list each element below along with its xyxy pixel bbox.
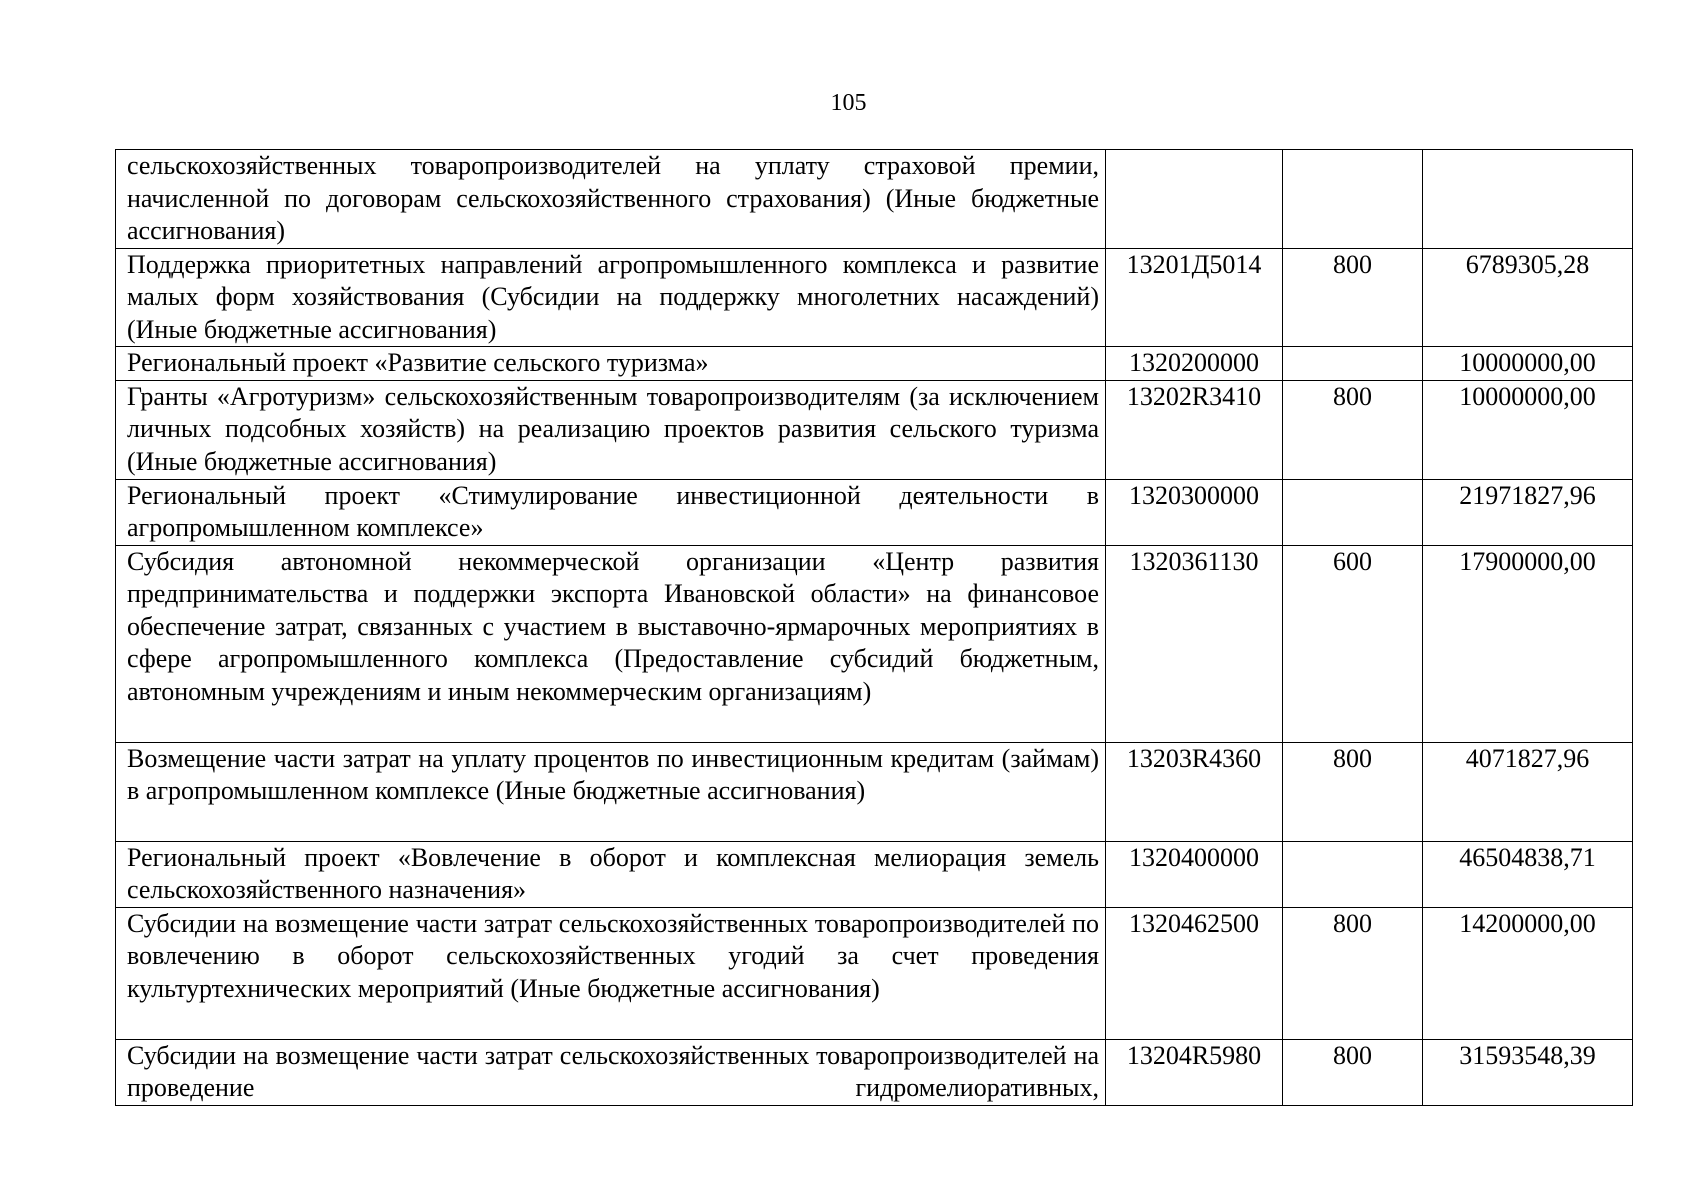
page-number: 105	[830, 90, 867, 116]
row-code: 1320200000	[1106, 347, 1283, 381]
row-expense-type: 800	[1283, 907, 1423, 1039]
table-row	[116, 907, 1633, 1039]
table-row	[116, 248, 1633, 347]
row-sum	[1423, 150, 1633, 249]
row-sum: 17900000,00	[1423, 545, 1633, 742]
row-name: Региональный проект «Вовлечение в оборот и комплексная мелиорация земель сельскохозяйственного назначения»	[116, 841, 1106, 907]
row-code	[1106, 150, 1283, 249]
row-name: Субсидии на возмещение части затрат сельскохозяйственных товаропроизводителей на проведение гидромелиоративных,	[116, 1039, 1106, 1105]
row-code: 1320400000	[1106, 841, 1283, 907]
row-expense-type: 800	[1283, 248, 1423, 347]
row-code: 13204R5980	[1106, 1039, 1283, 1105]
row-code: 13203R4360	[1106, 742, 1283, 841]
row-sum: 4071827,96	[1423, 742, 1633, 841]
budget-table	[115, 149, 1633, 1106]
row-code: 13202R3410	[1106, 380, 1283, 479]
row-sum: 31593548,39	[1423, 1039, 1633, 1105]
row-name: сельскохозяйственных товаропроизводителей на уплату страховой премии, начисленной по договорам сельскохозяйственного страхования) (Иные бюджетные ассигнования)	[116, 150, 1106, 249]
row-name: Субсидии на возмещение части затрат сельскохозяйственных товаропроизводителей по вовлечению в оборот сельскохозяйственных угодий за счет проведения культуртехнических мероприятий (Иные бюджетные ассигнования)	[116, 907, 1106, 1039]
row-code: 13201Д5014	[1106, 248, 1283, 347]
row-name: Поддержка приоритетных направлений агропромышленного комплекса и развитие малых форм хозяйствования (Субсидии на поддержку многолетних насаждений) (Иные бюджетные ассигнования)	[116, 248, 1106, 347]
row-sum: 46504838,71	[1423, 841, 1633, 907]
row-expense-type	[1283, 150, 1423, 249]
row-sum: 6789305,28	[1423, 248, 1633, 347]
row-code: 1320462500	[1106, 907, 1283, 1039]
row-name: Возмещение части затрат на уплату процентов по инвестиционным кредитам (займам) в агропромышленном комплексе (Иные бюджетные ассигнования)	[116, 742, 1106, 841]
row-sum: 21971827,96	[1423, 479, 1633, 545]
table-row	[116, 479, 1633, 545]
row-name: Гранты «Агротуризм» сельскохозяйственным товаропроизводителям (за исключением личных подсобных хозяйств) на реализацию проектов развития сельского туризма (Иные бюджетные ассигнования)	[116, 380, 1106, 479]
row-expense-type	[1283, 479, 1423, 545]
row-name: Субсидия автономной некоммерческой организации «Центр развития предпринимательства и поддержки экспорта Ивановской области» на финансовое обеспечение затрат, связанных с участием в выставочно-ярмарочных мероприятиях в сфере агропромышленного комплекса (Предоставление субсидий бюджетным, автономным учреждениям и иным некоммерческим организациям)	[116, 545, 1106, 742]
row-expense-type: 800	[1283, 1039, 1423, 1105]
table-row	[116, 742, 1633, 841]
table-row	[116, 380, 1633, 479]
row-expense-type	[1283, 841, 1423, 907]
table-row	[116, 1039, 1633, 1105]
row-sum: 10000000,00	[1423, 380, 1633, 479]
row-sum: 10000000,00	[1423, 347, 1633, 381]
row-name: Региональный проект «Стимулирование инвестиционной деятельности в агропромышленном комплексе»	[116, 479, 1106, 545]
row-expense-type: 800	[1283, 742, 1423, 841]
row-sum: 14200000,00	[1423, 907, 1633, 1039]
table-row	[116, 545, 1633, 742]
row-expense-type	[1283, 347, 1423, 381]
table-row	[116, 841, 1633, 907]
row-code: 1320361130	[1106, 545, 1283, 742]
table-row	[116, 150, 1633, 249]
table-row	[116, 347, 1633, 381]
row-expense-type: 800	[1283, 380, 1423, 479]
row-name: Региональный проект «Развитие сельского туризма»	[116, 347, 1106, 381]
row-code: 1320300000	[1106, 479, 1283, 545]
row-expense-type: 600	[1283, 545, 1423, 742]
